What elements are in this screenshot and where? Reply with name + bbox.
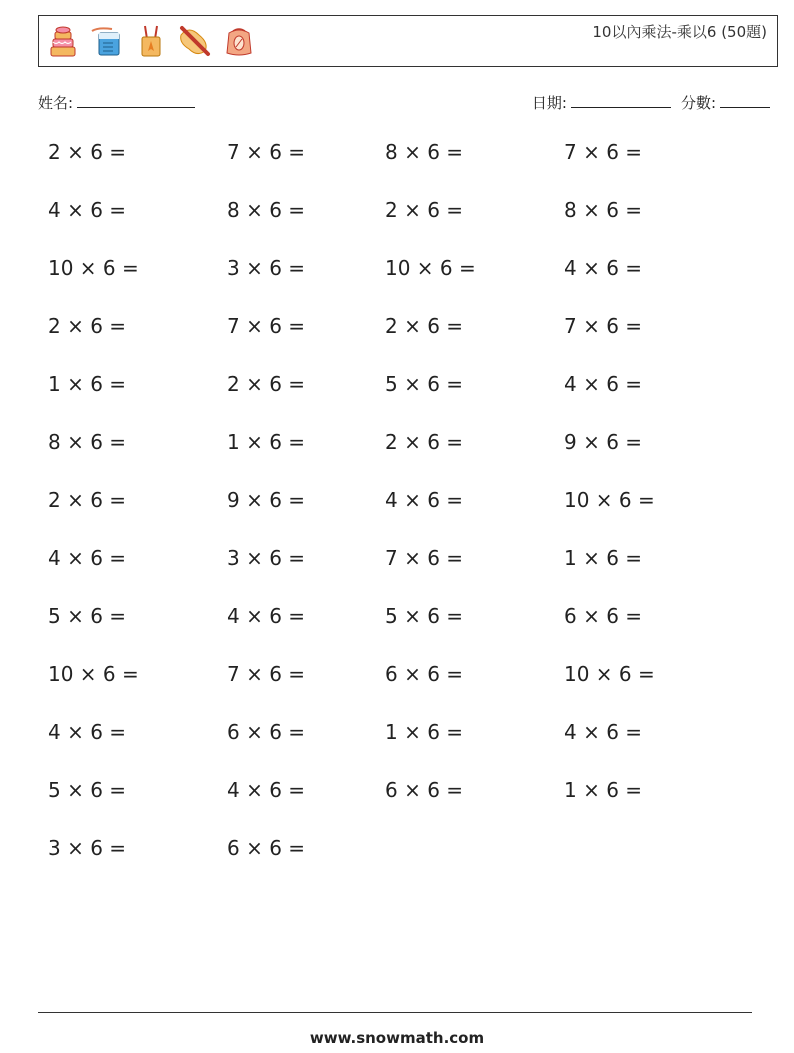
problem-item: 3 × 6 = [48, 836, 127, 860]
problem-item: 2 × 6 = [48, 488, 127, 512]
problem-item: 9 × 6 = [564, 430, 643, 454]
problem-row [0, 372, 794, 430]
problem-item: 6 × 6 = [385, 778, 464, 802]
problem-row [0, 836, 794, 894]
problem-item: 10 × 6 = [564, 488, 655, 512]
score-field [681, 92, 770, 113]
problem-item: 3 × 6 = [227, 256, 306, 280]
problem-row [0, 720, 794, 778]
problem-item: 5 × 6 = [48, 604, 127, 628]
problem-item: 2 × 6 = [48, 140, 127, 164]
date-score-fields [532, 92, 770, 113]
problem-item: 7 × 6 = [227, 140, 306, 164]
problem-item: 4 × 6 = [227, 778, 306, 802]
date-label: 日期: [531, 94, 567, 112]
problem-item: 5 × 6 = [385, 604, 464, 628]
problem-item: 9 × 6 = [227, 488, 306, 512]
rolling-pin-icon [177, 23, 213, 59]
problem-row [0, 662, 794, 720]
problem-item: 4 × 6 = [564, 256, 643, 280]
problem-item: 4 × 6 = [48, 198, 127, 222]
problem-item: 6 × 6 = [227, 836, 306, 860]
worksheet-header [38, 15, 778, 67]
problem-item: 2 × 6 = [227, 372, 306, 396]
problem-item: 5 × 6 = [385, 372, 464, 396]
problem-item: 1 × 6 = [385, 720, 464, 744]
problem-item: 4 × 6 = [227, 604, 306, 628]
problem-item: 3 × 6 = [227, 546, 306, 570]
problem-item: 2 × 6 = [385, 314, 464, 338]
date-field [532, 92, 671, 113]
problem-row [0, 488, 794, 546]
flour-bag-icon [221, 23, 257, 59]
problem-item: 7 × 6 = [564, 314, 643, 338]
score-label: 分數: [680, 94, 716, 112]
problem-item: 6 × 6 = [564, 604, 643, 628]
problem-row [0, 430, 794, 488]
problem-item: 6 × 6 = [385, 662, 464, 686]
problem-item: 1 × 6 = [564, 546, 643, 570]
problem-item: 1 × 6 = [227, 430, 306, 454]
measuring-cup-icon [89, 23, 125, 59]
cake-icon [45, 23, 81, 59]
name-blank[interactable] [77, 93, 195, 108]
problem-item: 4 × 6 = [564, 372, 643, 396]
problem-item: 6 × 6 = [227, 720, 306, 744]
header-icons [45, 23, 257, 59]
problem-row [0, 778, 794, 836]
problem-row [0, 604, 794, 662]
problem-item: 7 × 6 = [227, 314, 306, 338]
problem-item: 2 × 6 = [385, 198, 464, 222]
footer-divider [38, 1012, 752, 1013]
problem-item: 2 × 6 = [48, 314, 127, 338]
utensil-cup-icon [133, 23, 169, 59]
problem-row [0, 314, 794, 372]
problem-item: 8 × 6 = [48, 430, 127, 454]
problem-item: 8 × 6 = [564, 198, 643, 222]
problem-item: 8 × 6 = [227, 198, 306, 222]
problem-item: 10 × 6 = [48, 662, 139, 686]
problem-row [0, 140, 794, 198]
problem-row [0, 546, 794, 604]
name-field [38, 92, 195, 113]
score-blank[interactable] [720, 93, 770, 108]
date-blank[interactable] [571, 93, 671, 108]
problem-item: 4 × 6 = [385, 488, 464, 512]
name-label: 姓名: [38, 94, 74, 112]
problem-item: 4 × 6 = [48, 546, 127, 570]
problem-item: 2 × 6 = [385, 430, 464, 454]
problem-item: 4 × 6 = [48, 720, 127, 744]
problem-item: 7 × 6 = [564, 140, 643, 164]
problem-item: 7 × 6 = [227, 662, 306, 686]
problem-item: 10 × 6 = [564, 662, 655, 686]
problem-item: 8 × 6 = [385, 140, 464, 164]
problem-item: 5 × 6 = [48, 778, 127, 802]
worksheet-title: 10以內乘法-乘以6 (50題) [592, 23, 767, 41]
problem-item: 10 × 6 = [385, 256, 476, 280]
problem-grid [0, 140, 794, 894]
problem-item: 10 × 6 = [48, 256, 139, 280]
problem-row [0, 256, 794, 314]
problem-item: 1 × 6 = [48, 372, 127, 396]
problem-item: 7 × 6 = [385, 546, 464, 570]
problem-item: 1 × 6 = [564, 778, 643, 802]
footer-website: www.snowmath.com [309, 1029, 485, 1047]
problem-row [0, 198, 794, 256]
problem-item: 4 × 6 = [564, 720, 643, 744]
